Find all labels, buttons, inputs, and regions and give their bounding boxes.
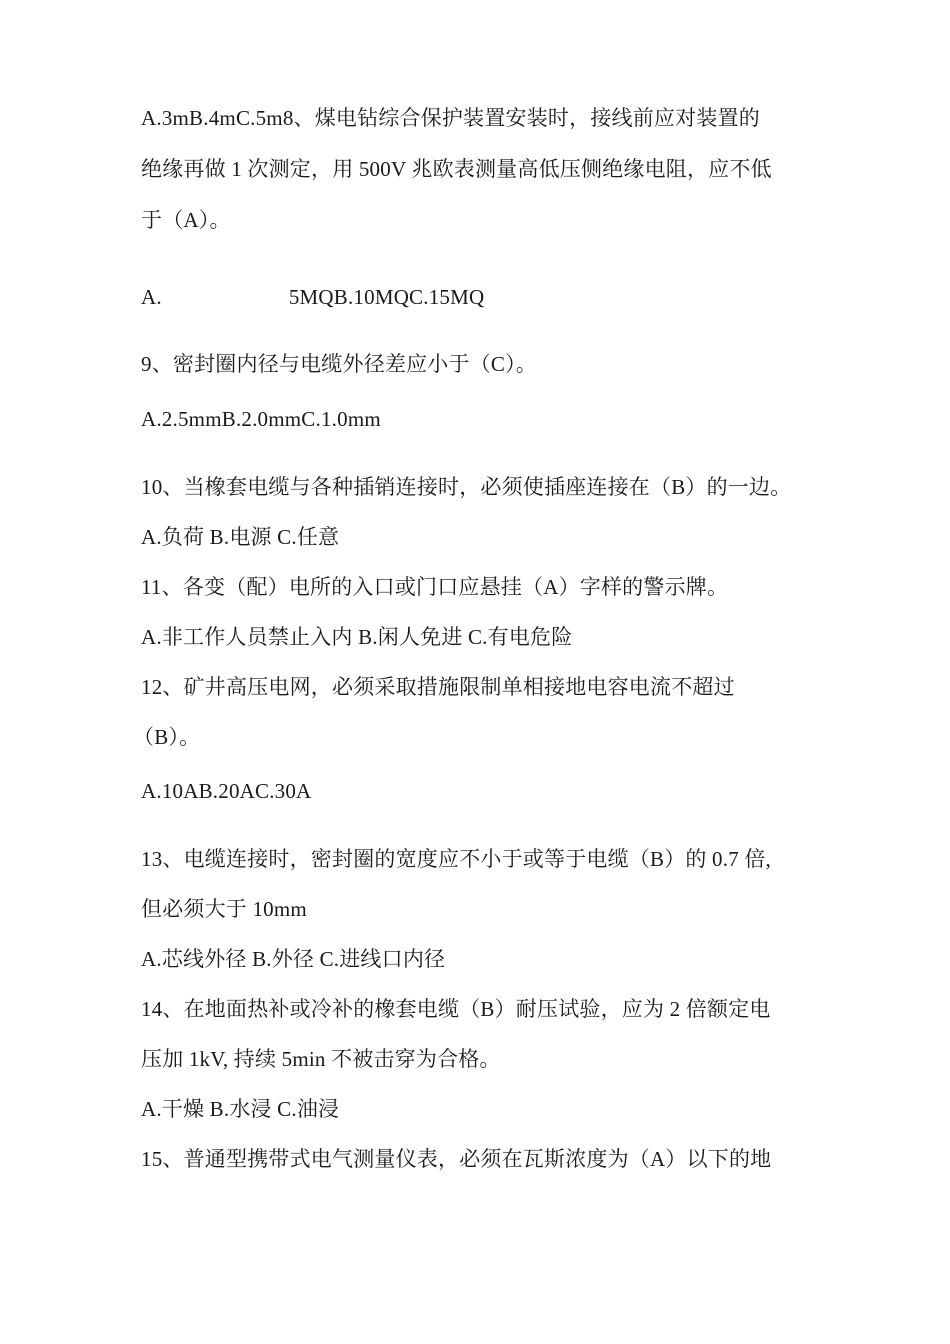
answer-options-line bbox=[141, 284, 484, 310]
text-line: （B）。 bbox=[133, 725, 201, 749]
answer-options-line: A.非工作人员禁止入内 B.闲人免进 C.有电危险 bbox=[141, 625, 573, 649]
text-line: 于（A）。 bbox=[141, 208, 231, 232]
answer-options-line: A.负荷 B.电源 C.任意 bbox=[141, 525, 340, 549]
text-line: A.3mB.4mC.5m8、煤电钻综合保护装置安装时，接线前应对装置的 bbox=[141, 106, 760, 130]
question-14: 14、在地面热补或冷补的橡套电缆（B）耐压试验，应为 2 倍额定电 bbox=[141, 997, 771, 1021]
text-line: 压加 1kV, 持续 5min 不被击穿为合格。 bbox=[141, 1047, 501, 1071]
question-13: 13、电缆连接时，密封圈的宽度应不小于或等于电缆（B）的 0.7 倍, bbox=[141, 847, 772, 871]
question-15: 15、普通型携带式电气测量仪表，必须在瓦斯浓度为（A）以下的地 bbox=[141, 1147, 772, 1171]
question-11: 11、各变（配）电所的入口或门口应悬挂（A）字样的警示牌。 bbox=[141, 575, 729, 599]
answer-options-line: A.2.5mmB.2.0mmC.1.0mm bbox=[141, 407, 381, 431]
answer-options-line: A.干燥 B.水浸 C.油浸 bbox=[141, 1097, 340, 1121]
text-line: 但必须大于 10mm bbox=[141, 897, 307, 921]
option-prefix: A. bbox=[141, 285, 162, 309]
question-9: 9、密封圈内径与电缆外径差应小于（C）。 bbox=[141, 352, 538, 376]
text-line: 绝缘再做 1 次测定，用 500V 兆欧表测量高低压侧绝缘电阻，应不低 bbox=[141, 157, 772, 181]
answer-options-line: A.10AB.20AC.30A bbox=[141, 779, 312, 803]
option-values: 5MQB.10MQC.15MQ bbox=[288, 285, 485, 309]
question-12: 12、矿井高压电网，必须采取措施限制单相接地电容电流不超过 bbox=[141, 675, 735, 699]
question-10: 10、当橡套电缆与各种插销连接时，必须使插座连接在（B）的一边。 bbox=[141, 475, 792, 499]
answer-options-line: A.芯线外径 B.外径 C.进线口内径 bbox=[141, 947, 446, 971]
